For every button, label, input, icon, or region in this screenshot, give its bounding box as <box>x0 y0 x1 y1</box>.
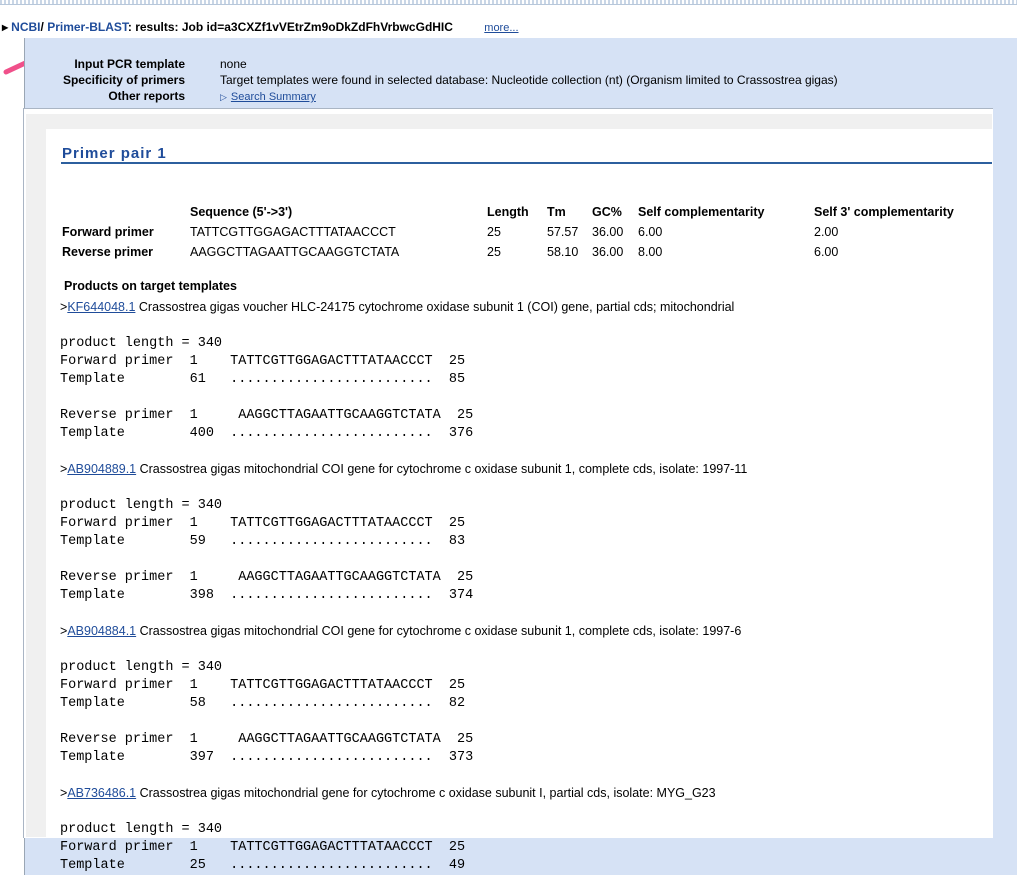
forward-self: 6.00 <box>638 225 663 239</box>
reverse-alignment: Reverse primer 1 AAGGCTTAGAATTGCAAGGTCTATA 25 <box>60 570 474 585</box>
forward-template: Template 25 ......................... 49 <box>60 858 466 873</box>
products-title: Products on target templates <box>64 279 237 293</box>
hit-header: >AB736486.1 Crassostrea gigas mitochondrial gene for cytochrome c oxidase subunit I, partial cds, isolate: MYG_G23 <box>60 786 716 800</box>
reverse-gc: 36.00 <box>592 245 624 259</box>
title-divider <box>61 162 992 164</box>
forward-sequence: TATTCGTTGGAGACTTTATAACCCT <box>190 225 396 239</box>
col-sequence: Sequence (5'->3') <box>190 205 293 219</box>
hit-header: >KF644048.1 Crassostrea gigas voucher HLC-24175 cytochrome oxidase subunit 1 (COI) gene, partial cds; mitochondrial <box>60 300 735 314</box>
accession-link[interactable]: AB904884.1 <box>67 624 137 638</box>
reverse-template: Template 400 ......................... 376 <box>60 426 474 441</box>
expand-triangle-icon: ▶ <box>2 23 9 32</box>
forward-alignment: Forward primer 1 TATTCGTTGGAGACTTTATAACCCT 25 <box>60 840 466 855</box>
col-self-comp: Self complementarity <box>638 205 765 219</box>
reverse-tm: 58.10 <box>547 245 579 259</box>
top-border <box>0 0 1017 5</box>
forward-alignment: Forward primer 1 TATTCGTTGGAGACTTTATAACCCT 25 <box>60 678 466 693</box>
more-link[interactable]: more... <box>484 22 519 34</box>
forward-alignment: Forward primer 1 TATTCGTTGGAGACTTTATAACCCT 25 <box>60 516 466 531</box>
breadcrumb-separator: / <box>40 20 44 34</box>
hit-description: Crassostrea gigas mitochondrial gene for cytochrome c oxidase subunit I, partial cds, isolate: MYG_G23 <box>139 786 716 800</box>
product-length: product length = 340 <box>60 498 223 513</box>
forward-self3: 2.00 <box>814 225 839 239</box>
product-length: product length = 340 <box>60 660 223 675</box>
reverse-self3: 6.00 <box>814 245 839 259</box>
col-gc: GC% <box>592 205 622 219</box>
specificity-value: Target templates were found in selected database: Nucleotide collection (nt) (Organism limited to Crassostrea gigas) <box>220 73 838 87</box>
reverse-self: 8.00 <box>638 245 663 259</box>
forward-length: 25 <box>487 225 501 239</box>
forward-tm: 57.57 <box>547 225 579 239</box>
forward-template: Template 58 ......................... 82 <box>60 696 466 711</box>
other-reports-label: Other reports <box>108 89 185 103</box>
hit-description: Crassostrea gigas voucher HLC-24175 cytochrome oxidase subunit 1 (COI) gene, partial cds; mitochondrial <box>138 300 735 314</box>
reverse-template: Template 397 ......................... 373 <box>60 750 474 765</box>
forward-gc: 36.00 <box>592 225 624 239</box>
col-length: Length <box>487 205 529 219</box>
primer-blast-link[interactable]: Primer-BLAST <box>47 20 128 34</box>
product-length: product length = 340 <box>60 336 223 351</box>
reverse-sequence: AAGGCTTAGAATTGCAAGGTCTATA <box>190 245 400 259</box>
input-template-label: Input PCR template <box>74 57 185 71</box>
reverse-length: 25 <box>487 245 501 259</box>
input-template-value: none <box>220 57 247 71</box>
hit-header: >AB904884.1 Crassostrea gigas mitochondrial COI gene for cytochrome c oxidase subunit 1, complete cds, isolate: 1997-6 <box>60 624 742 638</box>
specificity-label: Specificity of primers <box>62 73 185 87</box>
ncbi-link[interactable]: NCBI <box>11 20 41 34</box>
reverse-alignment: Reverse primer 1 AAGGCTTAGAATTGCAAGGTCTATA 25 <box>60 408 474 423</box>
col-tm: Tm <box>547 205 566 219</box>
reverse-primer-label: Reverse primer <box>62 245 154 259</box>
forward-template: Template 61 ......................... 85 <box>60 372 466 387</box>
accession-link[interactable]: KF644048.1 <box>67 300 136 314</box>
forward-template: Template 59 ......................... 83 <box>60 534 466 549</box>
product-length: product length = 340 <box>60 822 223 837</box>
triangle-right-icon: ▷ <box>220 92 227 102</box>
other-reports-row <box>25 89 1017 105</box>
hit-header: >AB904889.1 Crassostrea gigas mitochondrial COI gene for cytochrome c oxidase subunit 1, complete cds, isolate: 1997-11 <box>60 462 748 476</box>
reverse-template: Template 398 ......................... 374 <box>60 588 474 603</box>
job-id-text: : results: Job id=a3CXZf1vVEtrZm9oDkZdFhVrbwcGdHIC <box>127 20 453 34</box>
accession-link[interactable]: AB736486.1 <box>67 786 137 800</box>
hit-description: Crassostrea gigas mitochondrial COI gene for cytochrome c oxidase subunit 1, complete cds, isolate: 1997-11 <box>139 462 748 476</box>
breadcrumb <box>2 20 519 34</box>
specificity-row <box>25 73 1017 89</box>
col-self3-comp: Self 3' complementarity <box>814 205 954 219</box>
forward-primer-label: Forward primer <box>62 225 154 239</box>
primer-pair-title: Primer pair 1 <box>62 145 167 162</box>
input-template-row <box>25 57 1017 73</box>
reverse-alignment: Reverse primer 1 AAGGCTTAGAATTGCAAGGTCTATA 25 <box>60 732 474 747</box>
primer-report-content <box>46 129 992 873</box>
accession-link[interactable]: AB904889.1 <box>67 462 137 476</box>
hit-description: Crassostrea gigas mitochondrial COI gene for cytochrome c oxidase subunit 1, complete cds, isolate: 1997-6 <box>139 624 742 638</box>
search-summary-link[interactable]: Search Summary <box>230 91 316 103</box>
forward-alignment: Forward primer 1 TATTCGTTGGAGACTTTATAACCCT 25 <box>60 354 466 369</box>
